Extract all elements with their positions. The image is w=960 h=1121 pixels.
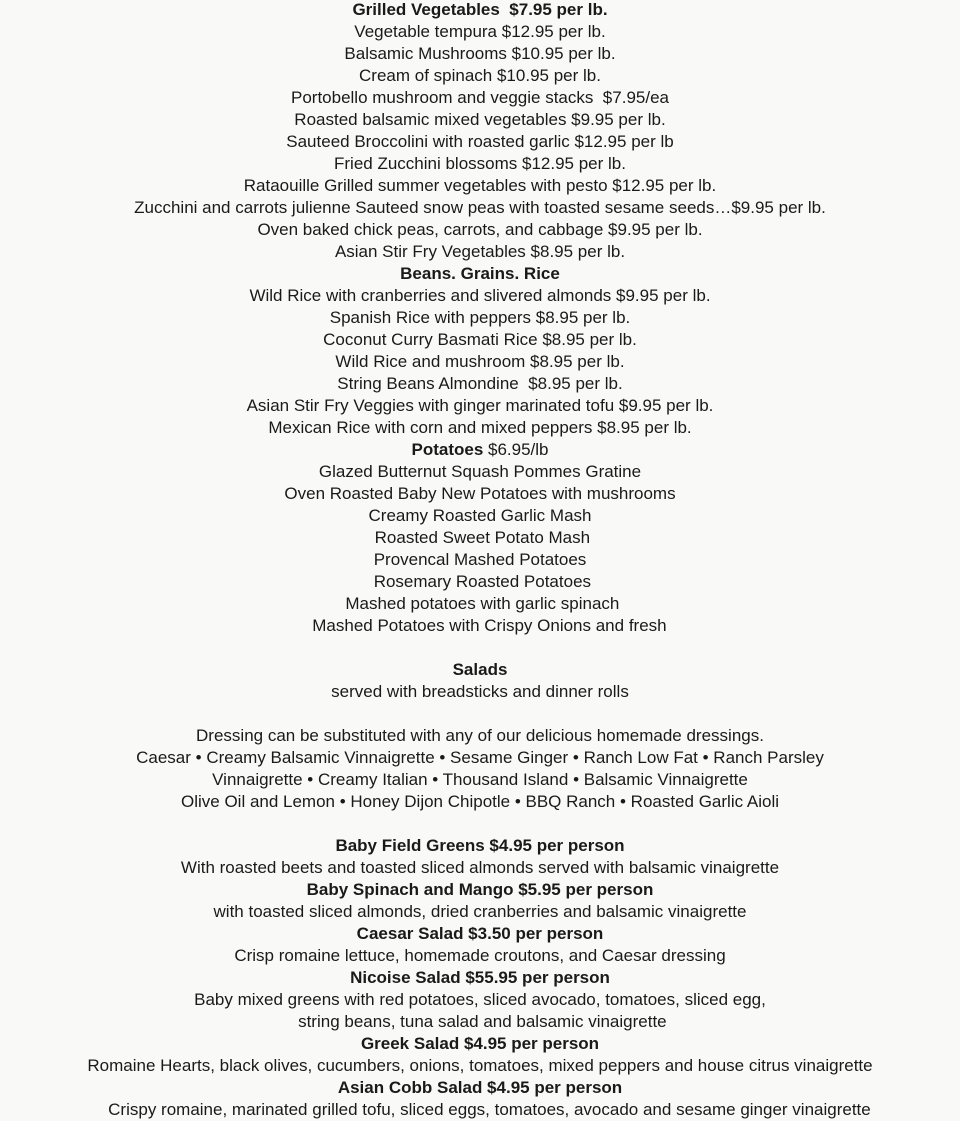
menu-item: Vegetable tempura $12.95 per lb. [354,22,606,41]
menu-item: Rosemary Roasted Potatoes [368,572,592,591]
menu-item: Coconut Curry Basmati Rice $8.95 per lb. [323,330,637,349]
menu-item: Mashed potatoes with garlic spinach [340,594,620,613]
salad-description: Crisp romaine lettuce, homemade croutons, and Caesar dressing [234,946,726,965]
dressing-list-line: Vinnaigrette • Creamy Italian • Thousand Island • Balsamic Vinnaigrette [212,770,748,789]
salad-description: Romaine Hearts, black olives, cucumbers, onions, tomatoes, mixed peppers and house citrus vinaigrette [87,1056,873,1075]
dressing-list-line: Olive Oil and Lemon • Honey Dijon Chipotle • BBQ Ranch • Roasted Garlic Aioli [180,792,780,811]
salad-description: string beans, tuna salad and balsamic vinaigrette [293,1012,667,1031]
menu-item: Wild Rice and mushroom $8.95 per lb. [335,352,625,371]
salad-description: with toasted sliced almonds, dried cranberries and balsamic vinaigrette [213,902,747,921]
menu-item: Zucchini and carrots julienne Sauteed snow peas with toasted sesame seeds…$9.95 per lb. [134,198,826,217]
menu-item: Asian Stir Fry Veggies with ginger marinated tofu $9.95 per lb. [246,396,714,415]
menu-item: Cream of spinach $10.95 per lb. [359,66,601,85]
menu-item: Asian Stir Fry Vegetables $8.95 per lb. [334,242,626,261]
spacer [0,703,960,725]
menu-item: Oven baked chick peas, carrots, and cabbage $9.95 per lb. [257,220,703,239]
menu-item: Spanish Rice with peppers $8.95 per lb. [329,308,631,327]
spacer [0,637,960,659]
salad-description: Crispy romaine, marinated grilled tofu, sliced eggs, tomatoes, avocado and sesame ginger vinaigrette [89,1100,871,1119]
menu-item: Rataouille Grilled summer vegetables with pesto $12.95 per lb. [243,176,717,195]
menu-item: Provencal Mashed Potatoes [373,550,587,569]
menu-item: Creamy Roasted Garlic Mash [368,506,592,525]
salad-name: Baby Field Greens $4.95 per person [335,836,625,855]
salad-name: Baby Spinach and Mango $5.95 per person [306,880,654,899]
grains-heading: Beans. Grains. Rice [400,264,560,283]
potatoes-price: $6.95/lb [483,440,549,459]
salad-name: Nicoise Salad $55.95 per person [350,968,610,987]
menu-item: Mexican Rice with corn and mixed peppers $8.95 per lb. [268,418,692,437]
menu-item: Oven Roasted Baby New Potatoes with mushrooms [284,484,676,503]
menu-item: Balsamic Mushrooms $10.95 per lb. [344,44,616,63]
potatoes-heading-line [0,439,960,461]
potatoes-heading: Potatoes [411,440,484,459]
vegetables-heading: Grilled Vegetables $7.95 per lb. [352,0,608,19]
menu-item: Sauteed Broccolini with roasted garlic $12.95 per lb [286,132,674,151]
salad-name: Asian Cobb Salad $4.95 per person [337,1078,623,1097]
menu-item: Glazed Butternut Squash Pommes Gratine [318,462,642,481]
salads-heading: Salads [452,660,508,679]
menu-item: Mashed Potatoes with Crispy Onions and fresh [293,616,667,635]
menu-item: String Beans Almondine $8.95 per lb. [337,374,623,393]
dressing-note: Dressing can be substituted with any of our delicious homemade dressings. [196,726,764,745]
menu-item: Fried Zucchini blossoms $12.95 per lb. [334,154,626,173]
menu-item: Roasted balsamic mixed vegetables $9.95 per lb. [294,110,666,129]
dressing-list-line: Caesar • Creamy Balsamic Vinnaigrette • Sesame Ginger • Ranch Low Fat • Ranch Parsley [136,748,824,767]
salad-name: Greek Salad $4.95 per person [360,1034,600,1053]
salad-description: Baby mixed greens with red potatoes, sliced avocado, tomatoes, sliced egg, [194,990,766,1009]
menu-item: Portobello mushroom and veggie stacks $7.95/ea [290,88,669,107]
spacer [0,813,960,835]
salad-description: With roasted beets and toasted sliced almonds served with balsamic vinaigrette [180,858,780,877]
menu-item: Roasted Sweet Potato Mash [369,528,591,547]
menu-item: Wild Rice with cranberries and slivered almonds $9.95 per lb. [249,286,711,305]
salad-name: Caesar Salad $3.50 per person [356,924,604,943]
salads-subheading: served with breadsticks and dinner rolls [331,682,629,701]
